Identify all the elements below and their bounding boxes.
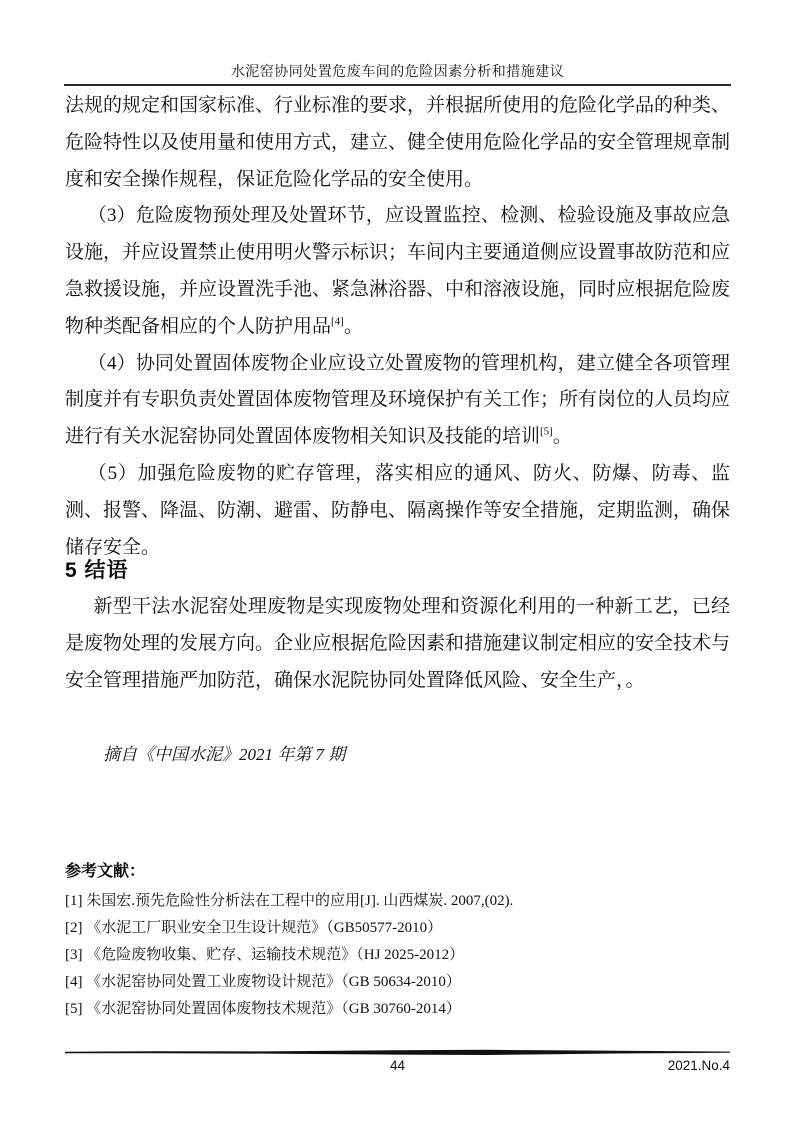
page-footer [65,1058,730,1076]
references-heading: 参考文献： [65,863,146,880]
reference-item: [3] 《危险废物收集、贮存、运输技术规范》（HJ 2025-2012） [65,947,465,963]
paragraph-text: 法规的规定和国家标准、行业标准的要求，并根据所使用的危险化学品的种类、危险特性以及使用量和使用方式，建立、健全使用危险化学品的安全管理规章制度和安全操作规程，保证危险化学品的安全使用。 [65,95,731,190]
page-number: 44 [389,1058,406,1073]
source-attribution: 摘自《中国水泥》2021 年第 7 期 [103,745,346,764]
footer-rule [65,1049,730,1056]
citation-marker: [5] [540,425,553,438]
body-paragraph [65,88,730,198]
paragraph-text: （4）协同处置固体废物企业应设立处置废物的管理机构，建立健全各项管理制度并有专职负责处置固体废物管理及环境保护有关工作；所有岗位的人员均应进行有关水泥窑协同处置固体废物相关知识及技能的培训 [65,352,731,448]
reference-item: [1] 朱国宏.预先危险性分析法在工程中的应用[J]. 山西煤炭. 2007,(02). [65,893,514,909]
paragraph-text: 。 [552,426,572,448]
reference-item: [5] 《水泥窑协同处置固体废物技术规范》（GB 30760-2014） [65,1001,461,1017]
body-paragraph [65,346,730,456]
header-rule [64,84,731,86]
citation-marker: [4] [331,315,344,328]
section-heading: 5 结语 [65,559,129,582]
reference-item: [4] 《水泥窑协同处置工业废物设计规范》（GB 50634-2010） [65,974,461,990]
running-header-title: 水泥窑协同处置危废车间的危险因素分析和措施建议 [230,65,565,80]
body-paragraph [65,456,730,566]
paragraph-text: 。 [343,315,363,337]
conclusion-paragraph [65,589,730,699]
paragraph-text: （3）危险废物预处理及处置环节，应设置监控、检测、检验设施及事故应急设施，并应设置禁止使用明火警示标识；车间内主要通道侧应设置事故防范和应急救援设施，并应设置洗手池、紧急淋浴器、中和溶液设施，同时应根据危险废物种类配备相应的个人防护用品 [65,205,731,337]
paragraph-text: （5）加强危险废物的贮存管理，落实相应的通风、防火、防爆、防毒、监测、报警、降温、防潮、避雷、防静电、隔离操作等安全措施，定期监测，确保储存安全。 [65,462,731,558]
reference-item: [2] 《水泥工厂职业安全卫生设计规范》（GB50577-2010） [65,920,443,936]
body-text-block [65,88,730,566]
body-paragraph [65,198,730,345]
issue-number: 2021.No.4 [667,1058,730,1073]
references-section [65,858,730,1023]
paragraph-text: 新型干法水泥窑处理废物是实现废物处理和资源化利用的一种新工艺，已经是废物处理的发展方向。企业应根据危险因素和措施建议制定相应的安全技术与安全管理措施严加防范，确保水泥院协同处置降低风险、安全生产，。 [65,596,731,691]
